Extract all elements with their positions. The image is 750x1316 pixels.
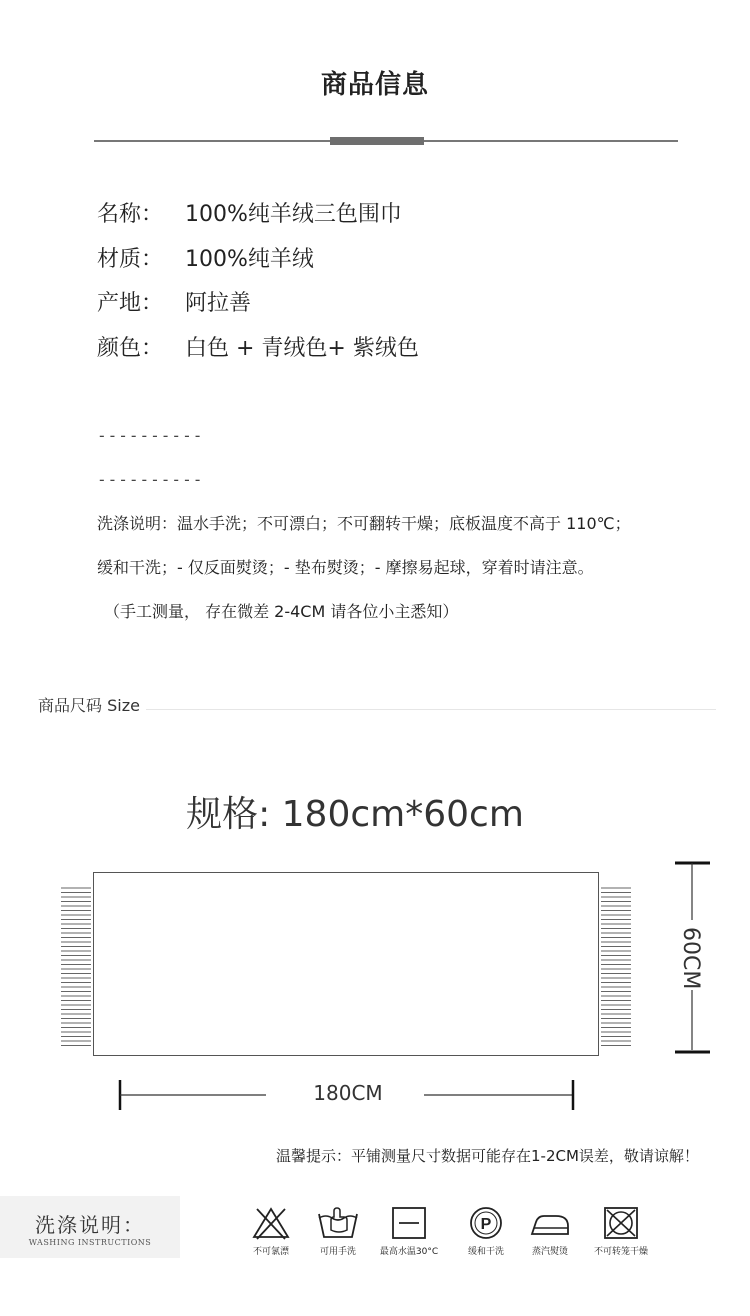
- info-value: 白色 + 青绒色+ 紫绒色: [185, 336, 419, 361]
- washing-title: 洗涤说明：: [35, 1213, 145, 1237]
- washing-text-line: 洗涤说明：温水手洗；不可漂白；不可翻转干燥；底板温度不高于 110℃；: [97, 514, 631, 533]
- info-row-name: [97, 200, 402, 230]
- info-label: 名称：: [97, 202, 164, 227]
- no-tumble-dry-icon: [601, 1206, 641, 1240]
- svg-text:P: P: [480, 1216, 492, 1233]
- no-bleach-icon: [251, 1206, 291, 1240]
- page-title: 商品信息: [320, 70, 429, 100]
- dash-separator: ----------: [97, 470, 204, 489]
- size-section-divider: [146, 709, 716, 710]
- info-value: 100%纯羊绒三色围巾: [185, 202, 402, 227]
- scarf-fringe-left: [61, 886, 91, 1050]
- size-spec: 规格: 180cm*60cm: [186, 794, 524, 835]
- scarf-diagram: [93, 872, 599, 1056]
- hand-wash-icon: [316, 1206, 360, 1240]
- title-divider-accent: [330, 137, 424, 145]
- info-label: 材质：: [97, 247, 164, 272]
- care-caption: 最高水温30°C: [379, 1247, 439, 1257]
- washing-text-line: 缓和干洗；- 仅反面熨烫；- 垫布熨烫；- 摩擦易起球，穿着时请注意。: [97, 558, 594, 577]
- info-label: 颜色：: [97, 336, 164, 361]
- info-value: 100%纯羊绒: [185, 247, 314, 272]
- info-value: 阿拉善: [185, 291, 252, 316]
- steam-iron-icon: [528, 1206, 572, 1240]
- scarf-fringe-right: [601, 886, 631, 1050]
- info-row-color: [97, 334, 419, 364]
- size-section-label: 商品尺码 Size: [38, 696, 140, 715]
- width-label: 180CM: [313, 1081, 383, 1105]
- measurement-note: （手工测量， 存在微差 2-4CM 请各位小主悉知）: [104, 602, 459, 621]
- info-label: 产地：: [97, 291, 164, 316]
- care-caption: 不可转笼干燥: [593, 1247, 648, 1257]
- max-temp-icon: [389, 1206, 429, 1240]
- size-warning: 温馨提示：平铺测量尺寸数据可能存在1-2CM误差，敬请谅解！: [276, 1147, 699, 1165]
- dry-clean-p-icon: [466, 1206, 506, 1240]
- care-item-no-tumble-dry: [576, 1206, 666, 1257]
- care-caption: 缓和干洗: [467, 1247, 504, 1257]
- washing-subtitle: WASHING INSTRUCTIONS: [28, 1238, 152, 1247]
- dash-separator: ----------: [97, 426, 204, 445]
- care-caption: 蒸汽熨烫: [531, 1247, 568, 1257]
- care-caption: 可用手洗: [319, 1247, 356, 1257]
- care-caption: 不可氯漂: [252, 1247, 289, 1257]
- info-row-origin: [97, 289, 251, 319]
- info-row-material: [97, 245, 314, 275]
- height-label: 60CM: [678, 927, 703, 990]
